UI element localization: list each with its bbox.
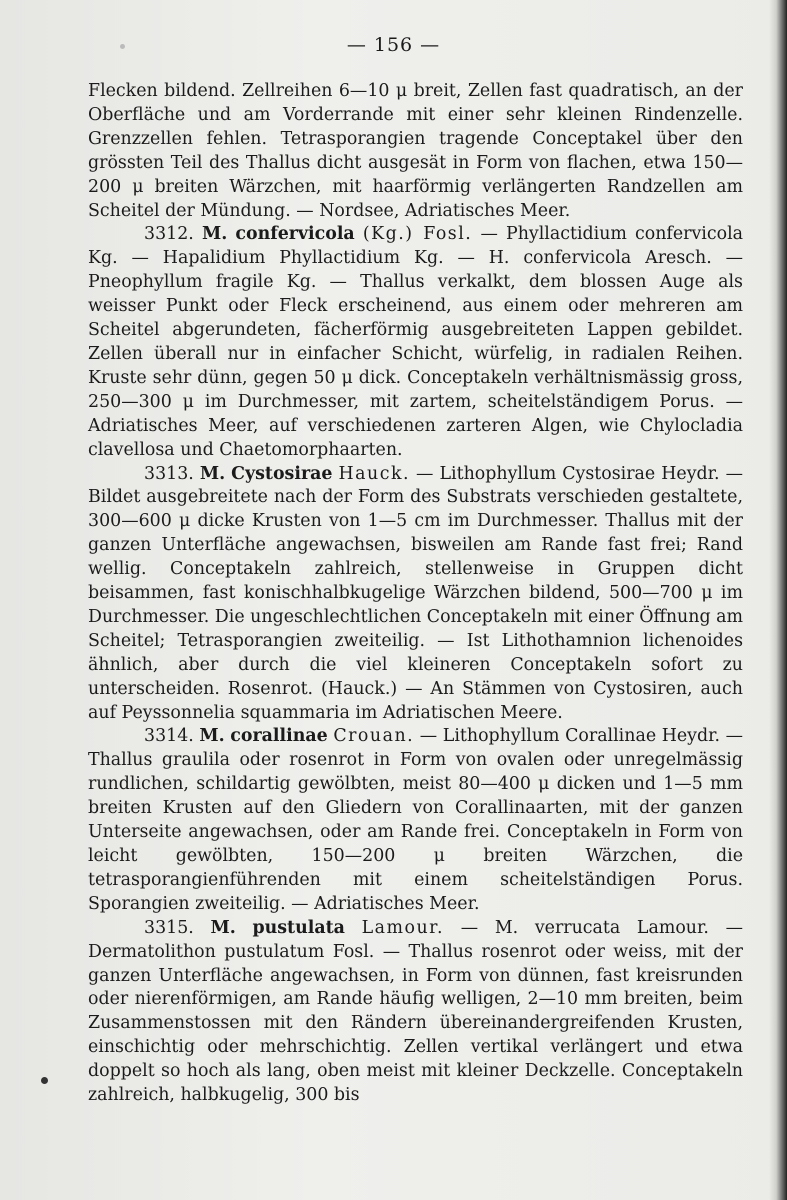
species-entry-3313: [88, 463, 743, 726]
page-number: — 156 —: [346, 34, 441, 56]
continuation-paragraph: Flecken bildend. Zellreihen 6—10 μ breit, Zellen fast quadratisch, an der Oberfläche und am Vorderrande mit einer sehr kleinen Rindenzelle. Grenzzellen fehlen. Tetrasporangien tragende Conceptakel über den grössten Teil des Thallus dicht ausgesät in Form von flachen, etwa 150—200 μ breiten Wärzchen, mit haarförmig verlängerten Randzellen am Scheitel der Mündung. — Nordsee, Adriatisches Meer.: [88, 81, 743, 221]
species-name: confervicola: [235, 224, 355, 245]
author-citation: Hauck.: [338, 463, 411, 484]
author-citation: Crouan.: [333, 726, 415, 747]
entry-description: — Phyllactidium confervicola Kg. — Hapalidium Phyllactidium Kg. — H. confervicola Aresch. — Pneophyllum fragile Kg. — Thallus verkalkt, dem blossen Auge als weisser Punkt oder Fleck erscheinend, aus einem oder mehreren am Scheitel abgerundeten, fächerförmig ausgebreiteten Lappen gebildet. Zellen überall nur in einfacher Schicht, würfelig, in radialen Reihen. Kruste sehr dünn, gegen 50 μ dick. Conceptakeln verhältnismässig gross, 250—300 μ im Durchmesser, mit zartem, scheitelständigem Porus. — Adriatisches Meer, auf verschiedenen zarteren Algen, wie Chylocladia clavellosa und Chaetomorphaarten.: [88, 224, 744, 460]
entry-description: — Lithophyllum Corallinae Heydr. — Thallus graulila oder rosenrot in Form von ovalen oder unregelmässig rundlichen, schildartig gewölbten, meist 80—400 μ dicken und 1—5 mm breiten Krusten auf den Gliedern von Corallinaarten, mit der ganzen Unterseite angewachsen, oder am Rande frei. Conceptakeln in Form von leicht gewölbten, 150—200 μ breiten Wärzchen, die tetrasporangienführenden mit einem scheitelständigen Porus. Sporangien zweiteilig. — Adriatisches Meer.: [88, 726, 744, 914]
page-edge-shadow: [769, 0, 787, 1200]
paper-speck: [41, 1077, 48, 1084]
species-entry-3312: [88, 223, 743, 462]
species-name: pustulata: [252, 917, 345, 938]
species-name: Cystosirae: [231, 463, 333, 484]
entry-description: — Lithophyllum Cystosirae Heydr. — Bildet ausgebreitete nach der Form des Substrats verschieden gestaltete, 300—600 μ dicke Krusten von 1—5 cm im Durchmesser. Thallus mit der ganzen Unterfläche angewachsen, bisweilen am Rande fast frei; Rand wellig. Conceptakeln zahlreich, stellenweise in Gruppen dicht beisammen, fast konischhalbkugelige Wärzchen bildend, 500—700 μ im Durchmesser. Die ungeschlechtlichen Conceptakeln mit einer Öffnung am Scheitel; Tetrasporangien zweiteilig. — Ist Lithothamnion lichenoides ähnlich, aber durch die viel kleineren Conceptakeln sofort zu unterscheiden. Rosenrot. (Hauck.) — An Stämmen von Cystosiren, auch auf Peyssonnelia squammaria im Adriatischen Meere.: [88, 463, 743, 723]
entry-number: 3314.: [144, 726, 194, 747]
genus-abbrev: M.: [199, 463, 226, 484]
body-text: [88, 80, 743, 1108]
entry-number: 3313.: [144, 463, 194, 484]
genus-abbrev: M.: [210, 917, 236, 938]
genus-abbrev: M.: [199, 726, 225, 747]
species-entry-3314: [88, 725, 743, 916]
author-citation: (Kg.) Fosl.: [362, 224, 473, 245]
entry-number: 3315.: [144, 917, 194, 938]
genus-abbrev: M.: [201, 224, 228, 245]
species-entry-3315: [88, 917, 743, 1108]
entry-description: — M. verrucata Lamour. — Dermatolithon pustulatum Fosl. — Thallus rosenrot oder weiss, mit der ganzen Unterfläche angewachsen, in Form von dünnen, fast kreisrunden oder nierenförmigen, am Rande häufig welligen, 2—10 mm breiten, beim Zusammenstossen mit den Rändern übereinandergreifenden Krusten, einschichtig oder mehrschichtig. Zellen vertikal verlängert und etwa doppelt so hoch als lang, oben meist mit kleiner Deckzelle. Conceptakeln zahlreich, halbkugelig, 300 bis: [88, 917, 743, 1106]
species-name: corallinae: [230, 726, 328, 747]
entry-number: 3312.: [144, 224, 194, 245]
author-citation: Lamour.: [361, 917, 445, 938]
